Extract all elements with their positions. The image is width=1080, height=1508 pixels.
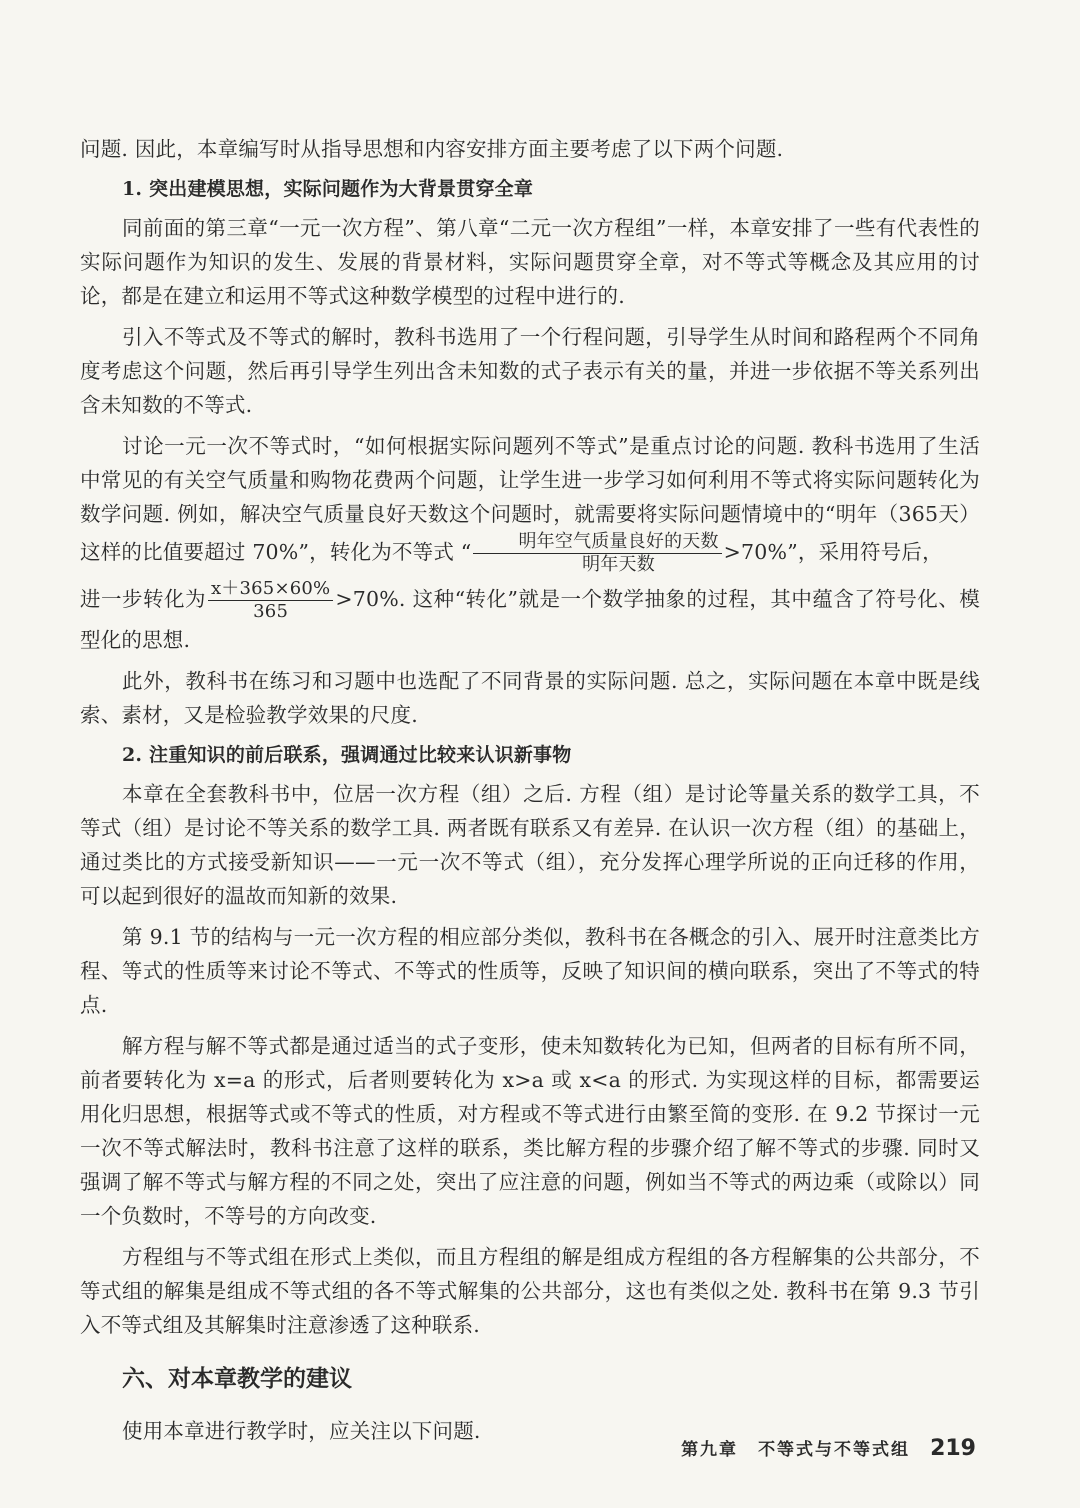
section-heading: 六、对本章教学的建议: [122, 1366, 352, 1392]
text-segment: >70%. 这种“转化”就是一个数学抽象的过程，其中蕴含了符号化、模型化的思想.: [80, 587, 980, 652]
fraction-numerator: 明年空气质量良好的天数: [473, 531, 721, 554]
paragraph: 第 9.1 节的结构与一元一次方程的相应部分类似，教科书在各概念的引入、展开时注意类比方程、等式的性质等来讨论不等式、不等式的性质等，反映了知识间的横向联系，突出了不等式的特点.: [80, 925, 980, 1017]
paragraph: 方程组与不等式组在形式上类似，而且方程组的解是组成方程组的各方程解集的公共部分，不等式组的解集是组成不等式组的各不等式解集的公共部分，这也有类似之处. 教科书在第 9.3 节引入不等式组及其解集时注意渗透了这种联系.: [80, 1245, 980, 1337]
paragraph: 引入不等式及不等式的解时，教科书选用了一个行程问题，引导学生从时间和路程两个不同角度考虑这个问题，然后再引导学生列出含未知数的式子表示有关的量，并进一步依据不等关系列出含未知数的不等式.: [80, 325, 980, 417]
text-segment: >70%”，采用符号后，: [723, 540, 943, 564]
text-segment: 进一步转化为: [80, 587, 206, 611]
fraction: [208, 578, 333, 623]
page-number: 219: [930, 1436, 976, 1461]
paragraph-with-fraction: [80, 578, 980, 657]
footer-chapter-title: 不等式与不等式组: [758, 1440, 911, 1460]
paragraph: 本章在全套教科书中，位居一次方程（组）之后. 方程（组）是讨论等量关系的数学工具，不等式（组）是讨论不等关系的数学工具. 两者既有联系又有差异. 在认识一次方程（组）的基础上，通过类比的方式接受新知识——一元一次不等式（组），充分发挥心理学所说的正向迁移的作用，可以起到很好的温故而知新的效果.: [80, 782, 980, 908]
paragraph: 使用本章进行教学时，应关注以下问题.: [122, 1419, 481, 1443]
paragraph: 解方程与解不等式都是通过适当的式子变形，使未知数转化为已知，但两者的目标有所不同，前者要转化为 x=a 的形式，后者则要转化为 x>a 或 x<a 的形式. 为实现这样的目标，都需要运用化归思想，根据等式或不等式的性质，对方程或不等式进行由繁至简的变形. 在 9.2 节探讨一元一次不等式解法时，教科书注意了这样的联系，类比解方程的步骤介绍了解不等式的步骤. 同时又强调了解不等式与解方程的不同之处，突出了应注意的问题，例如当不等式的两边乘（或除以）同一个负数时，不等号的方向改变.: [80, 1034, 980, 1228]
text-segment: 讨论一元一次不等式时，“如何根据实际问题列不等式”是重点讨论的问题. 教科书选用了生活中常见的有关空气质量和购物花费两个问题，让学生进一步学习如何利用不等式将实际问题转化为数学问题. 例如，解决空气质量良好天数这个问题时，就需要将实际问题情境中的“明年（365天）这样的比值要超过 70%”，转化为不等式 “: [80, 434, 980, 564]
paragraph: 同前面的第三章“一元一次方程”、第八章“二元一次方程组”一样，本章安排了一些有代表性的实际问题作为知识的发生、发展的背景材料，实际问题贯穿全章，对不等式等概念及其应用的讨论，都是在建立和运用不等式这种数学模型的过程中进行的.: [80, 216, 980, 308]
subheading: 1. 突出建模思想，实际问题作为大背景贯穿全章: [122, 178, 534, 200]
fraction-numerator: x＋365×60%: [208, 578, 333, 601]
footer-chapter: 第九章: [681, 1440, 739, 1460]
paragraph: 此外，教科书在练习和习题中也选配了不同背景的实际问题. 总之，实际问题在本章中既是线索、素材，又是检验教学效果的尺度.: [80, 669, 980, 727]
paragraph-with-fraction: [80, 429, 980, 576]
page-footer: [681, 1435, 976, 1461]
page-content: [80, 132, 980, 1448]
fraction-denominator: 365: [253, 601, 289, 622]
paragraph: 问题. 因此，本章编写时从指导思想和内容安排方面主要考虑了以下两个问题.: [80, 137, 784, 161]
fraction-denominator: 明年天数: [582, 554, 655, 575]
fraction: [473, 531, 721, 576]
subheading: 2. 注重知识的前后联系，强调通过比较来认识新事物: [122, 744, 572, 766]
